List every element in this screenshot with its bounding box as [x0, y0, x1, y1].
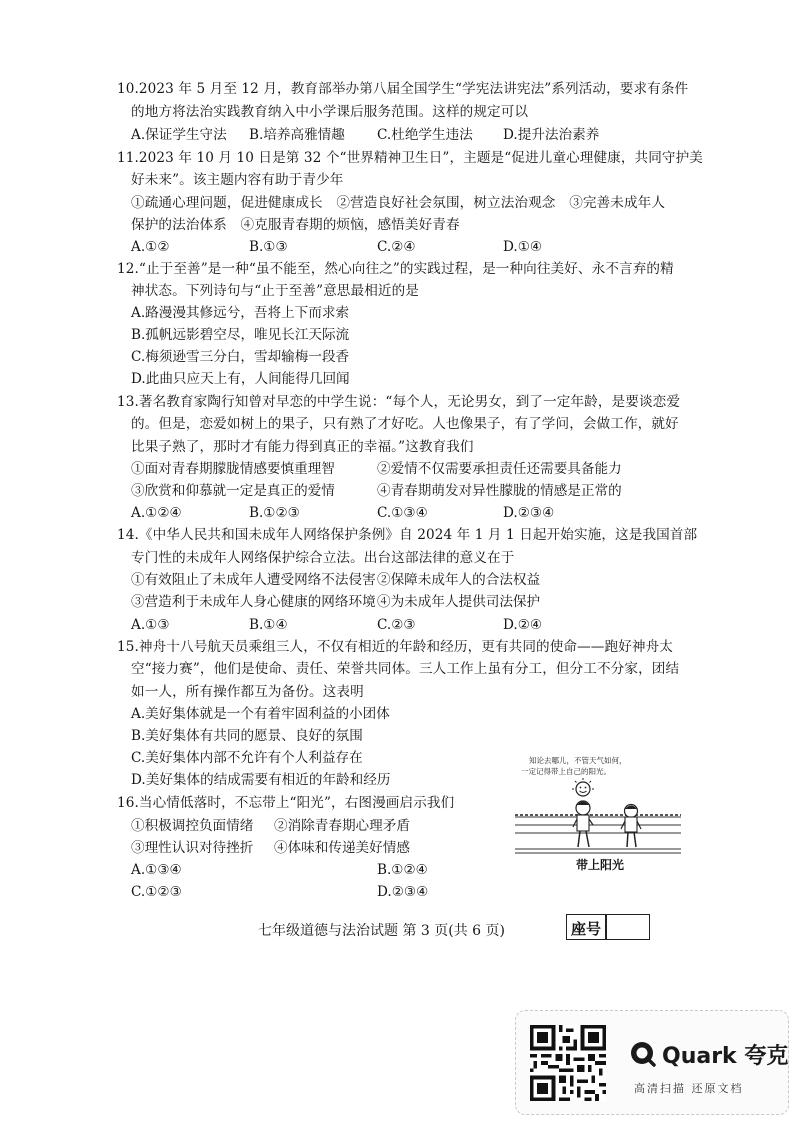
q14-stem-line1: 14.《中华人民共和国未成年人网络保护条例》自 2024 年 1 月 1 日起开始实施，这是我国首部 — [117, 527, 698, 543]
q14-item-4: ④为未成年人提供司法保护 — [377, 594, 541, 610]
q10-option-a: A.保证学生守法 — [131, 127, 227, 143]
q16-stem: 16.当心情低落时，不忘带上“阳光”，右图漫画启示我们 — [117, 795, 455, 811]
q14-option-d: D.②④ — [503, 617, 543, 633]
q11-items-line1: ①疏通心理问题，促进健康成长 ②营造良好社会氛围，树立法治观念 ③完善未成年人 — [131, 195, 666, 211]
q14-item-3: ③营造利于未成年人身心健康的网络环境 — [131, 594, 376, 610]
page-footer: 七年级道德与法治试题 第 3 页(共 6 页) — [258, 923, 505, 939]
q11-items-line2: 保护的法治体系 ④克服青春期的烦恼，感悟美好青春 — [131, 217, 460, 233]
fence-background — [515, 815, 681, 853]
q16-option-b: B.①②④ — [377, 862, 428, 878]
q10-option-b: B.培养高雅情趣 — [249, 127, 345, 143]
q14-item-1: ①有效阻止了未成年人遭受网络不法侵害 — [131, 572, 376, 588]
q15-option-d: D.美好集体的结成需要有相近的年龄和经历 — [131, 772, 391, 788]
q13-option-d: D.②③④ — [503, 505, 555, 521]
q10-option-d: D.提升法治素养 — [503, 127, 600, 143]
q13-option-a: A.①②④ — [131, 505, 182, 521]
q12-stem-line1: 12.“止于至善”是一种“虽不能至，然心向往之”的实践过程，是一种向往美好、永不言弃的精 — [117, 261, 674, 277]
q10-option-c: C.杜绝学生违法 — [377, 127, 473, 143]
boy-figure-left — [573, 801, 593, 847]
q16-option-a: A.①③④ — [131, 862, 182, 878]
q13-item-4: ④青春期萌发对异性朦胧的情感是正常的 — [377, 483, 622, 499]
sun-icon — [572, 778, 594, 796]
q14-option-a: A.①③ — [131, 617, 170, 633]
q10-stem-line1: 10.2023 年 5 月至 12 月，教育部举办第八届全国学生“学宪法讲宪法”系列活动，要求有条件 — [117, 81, 689, 97]
q12-option-b: B.孤帆远影碧空尽，唯见长江天际流 — [131, 327, 350, 343]
q15-stem-line3: 如一人，所有操作都互为备份。这表明 — [131, 684, 364, 700]
boy-figure-right — [621, 805, 641, 848]
seat-number-divider — [605, 915, 607, 939]
q14-item-2: ②保障未成年人的合法权益 — [377, 572, 541, 588]
q13-stem-line1: 13.著名教育家陶行知曾对早恋的中学生说：“每个人，无论男女，到了一定年龄，是要谈恋爱 — [117, 394, 681, 410]
q12-option-a: A.路漫漫其修远兮，吾将上下而求索 — [131, 305, 350, 321]
quark-logo-icon — [630, 1041, 656, 1067]
q13-option-c: C.①③④ — [377, 505, 428, 521]
q12-stem-line2: 神状态。下列诗句与“止于至善”意思最相近的是 — [131, 283, 419, 299]
q13-option-b: B.①②③ — [249, 505, 300, 521]
q14-option-b: B.①④ — [249, 617, 288, 633]
q13-item-3: ③欣赏和仰慕就一定是真正的爱情 — [131, 483, 335, 499]
q13-item-2: ②爱情不仅需要承担责任还需要具备能力 — [377, 461, 622, 477]
q11-option-d: D.①④ — [503, 239, 543, 255]
cartoon-speech-line2: 一定记得带上自己的阳光。 — [521, 767, 611, 776]
q15-option-a: A.美好集体就是一个有着牢固利益的小团体 — [131, 706, 390, 722]
q15-option-c: C.美好集体内部不允许有个人利益存在 — [131, 750, 363, 766]
q11-stem-line2: 好未来”。该主题内容有助于青少年 — [131, 172, 344, 188]
q16-item-1: ①积极调控负面情绪 — [131, 818, 254, 834]
q10-stem-line2: 的地方将法治实践教育纳入中小学课后服务范围。这样的规定可以 — [131, 104, 529, 120]
qr-code-icon — [530, 1025, 606, 1101]
q15-stem-line1: 15.神舟十八号航天员乘组三人，不仅有相近的年龄和经历，更有共同的使命——跑好神舟太 — [117, 639, 673, 655]
seat-number-label: 座号 — [571, 920, 602, 938]
q14-stem-line2: 专门性的未成年人网络保护综合立法。出台这部法律的意义在于 — [131, 550, 515, 566]
cartoon-speech-line1: 知论去哪儿，不管天气如何， — [529, 756, 627, 765]
q15-option-b: B.美好集体有共同的愿景、良好的氛围 — [131, 728, 363, 744]
quark-slogan: 高清扫描 还原文档 — [634, 1082, 744, 1095]
q12-option-d: D.此曲只应天上有，人间能得几回闻 — [131, 371, 350, 387]
q13-item-1: ①面对青春期朦胧情感要慎重理智 — [131, 461, 335, 477]
q16-option-c: C.①②③ — [131, 884, 182, 900]
q13-stem-line2: 的。但是，恋爱如树上的果子，只有熟了才好吃。人也像果子，有了学问，会做工作，就好 — [131, 416, 679, 432]
q11-stem-line1: 11.2023 年 10 月 10 日是第 32 个“世界精神卫生日”，主题是“促进儿童心理健康，共同守护美 — [117, 150, 704, 166]
q11-option-a: A.①② — [131, 239, 170, 255]
quark-brand-name: Quark 夸克 — [662, 1044, 789, 1069]
q16-item-2: ②消除青春期心理矛盾 — [274, 818, 410, 834]
q11-option-b: B.①③ — [249, 239, 288, 255]
quark-scan-badge — [515, 1010, 789, 1115]
q13-stem-line3: 比果子熟了，那时才有能力得到真正的幸福。”这教育我们 — [131, 439, 474, 455]
q11-option-c: C.②④ — [377, 239, 416, 255]
cartoon-caption: 带上阳光 — [576, 858, 625, 872]
q16-item-4: ④体味和传递美好情感 — [274, 840, 410, 856]
q15-stem-line2: 空“接力赛”，他们是使命、责任、荣誉共同体。三人工作上虽有分工，但分工不分家，团结 — [131, 661, 680, 677]
seat-number-box — [566, 914, 650, 940]
q12-option-c: C.梅须逊雪三分白，雪却输梅一段香 — [131, 349, 350, 365]
q16-item-3: ③理性认识对待挫折 — [131, 840, 254, 856]
q16-option-d: D.②③④ — [377, 884, 429, 900]
q14-option-c: C.②③ — [377, 617, 416, 633]
